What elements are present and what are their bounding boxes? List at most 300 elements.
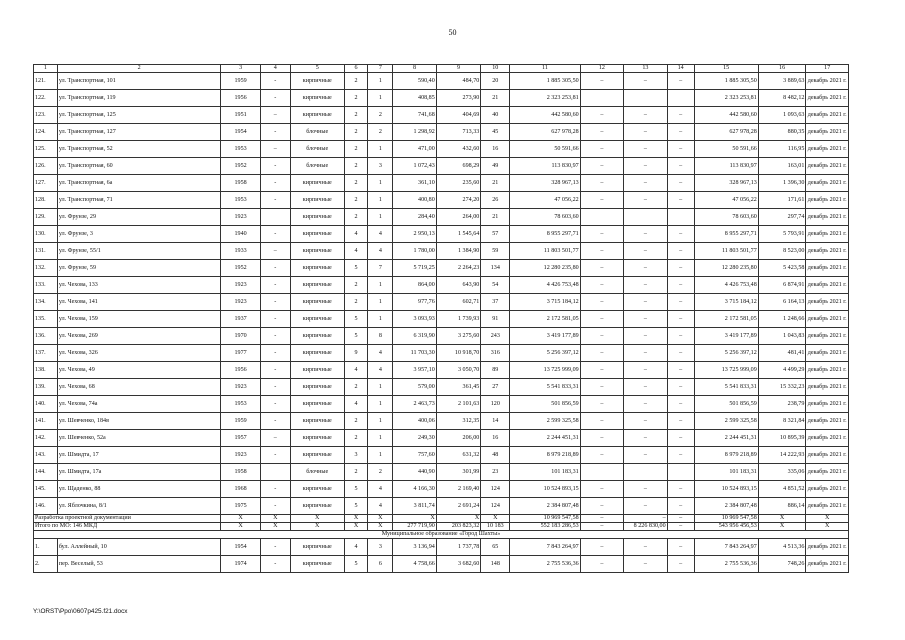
table-cell: –: [580, 226, 623, 243]
table-cell: декабрь 2021 г.: [806, 277, 849, 294]
table-cell: –: [667, 243, 694, 260]
table-cell: 631,32: [436, 447, 481, 464]
table-cell: 400,80: [393, 192, 436, 209]
table-cell: кирпичные: [290, 294, 344, 311]
table-cell: –: [580, 124, 623, 141]
table-cell: –: [260, 243, 290, 260]
table-cell: 1 396,30: [758, 175, 806, 192]
table-cell: кирпичные: [290, 539, 344, 556]
table-cell: кирпичные: [290, 90, 344, 107]
table-cell: 3 050,70: [436, 362, 481, 379]
table-cell: –: [667, 498, 694, 515]
table-row: [34, 243, 849, 260]
table-cell: –: [580, 294, 623, 311]
table-cell: декабрь 2021 г.: [806, 556, 849, 573]
table-cell: 5: [344, 260, 368, 277]
table-cell: 6: [368, 556, 393, 573]
table-cell: -: [260, 73, 290, 90]
table-cell: 27: [481, 379, 510, 396]
table-cell: -: [260, 447, 290, 464]
table-cell: 1954: [221, 124, 260, 141]
table-cell: –: [624, 175, 667, 192]
column-header: 5: [290, 65, 344, 73]
table-cell: –: [667, 192, 694, 209]
table-cell: 2: [344, 192, 368, 209]
summary-label: Разработка проектной документации: [34, 515, 221, 523]
table-cell: 3 275,60: [436, 328, 481, 345]
table-cell: 5 256 397,12: [694, 345, 758, 362]
table-cell: 206,00: [436, 430, 481, 447]
table-row: [34, 556, 849, 573]
table-cell: –: [624, 226, 667, 243]
table-cell: 13 725 999,09: [510, 362, 580, 379]
table-cell: 627 978,28: [694, 124, 758, 141]
table-cell: 1 072,43: [393, 158, 436, 175]
table-cell: –: [624, 311, 667, 328]
table-cell: –: [580, 192, 623, 209]
table-cell: 8 482,12: [758, 90, 806, 107]
table-cell: 8 979 218,89: [694, 447, 758, 464]
table-cell: 3 093,93: [393, 311, 436, 328]
summary-cell: 10 969 547,58: [510, 515, 580, 523]
repair-program-table: [33, 64, 849, 573]
table-cell: кирпичные: [290, 192, 344, 209]
column-header: 4: [260, 65, 290, 73]
table-cell: 131.: [34, 243, 58, 260]
table-cell: 2 244 451,31: [694, 430, 758, 447]
table-cell: 301,99: [436, 464, 481, 481]
table-cell: 1951: [221, 107, 260, 124]
table-cell: 124: [481, 498, 510, 515]
table-cell: [624, 209, 667, 226]
table-cell: 1.: [34, 539, 58, 556]
table-cell: ул. Транспортная, 119: [57, 90, 221, 107]
summary-cell: X: [436, 515, 481, 523]
table-cell: 2 950,13: [393, 226, 436, 243]
table-cell: 4 513,36: [758, 539, 806, 556]
table-cell: –: [667, 294, 694, 311]
table-cell: 501 856,59: [510, 396, 580, 413]
table-cell: –: [624, 328, 667, 345]
table-cell: –: [624, 396, 667, 413]
table-cell: 4: [368, 362, 393, 379]
table-cell: 91: [481, 311, 510, 328]
table-cell: 2 244 451,31: [510, 430, 580, 447]
table-cell: ул. Транспортная, 127: [57, 124, 221, 141]
table-cell: кирпичные: [290, 209, 344, 226]
table-cell: –: [667, 73, 694, 90]
table-cell: -: [260, 260, 290, 277]
table-cell: 3: [368, 158, 393, 175]
table-cell: –: [667, 413, 694, 430]
table-cell: 1 384,90: [436, 243, 481, 260]
table-cell: 1: [368, 141, 393, 158]
table-cell: 14 222,93: [758, 447, 806, 464]
table-cell: 1: [368, 175, 393, 192]
table-cell: 138.: [34, 362, 58, 379]
table-cell: 134: [481, 260, 510, 277]
table-cell: кирпичные: [290, 396, 344, 413]
table-cell: 471,00: [393, 141, 436, 158]
table-cell: –: [667, 260, 694, 277]
table-cell: 1: [368, 192, 393, 209]
table-cell: кирпичные: [290, 243, 344, 260]
table-cell: 440,90: [393, 464, 436, 481]
table-cell: –: [580, 396, 623, 413]
table-cell: 1: [368, 294, 393, 311]
table-cell: [580, 209, 623, 226]
table-cell: 361,45: [436, 379, 481, 396]
table-cell: -: [260, 158, 290, 175]
column-header: 12: [580, 65, 623, 73]
table-cell: 5 541 833,31: [510, 379, 580, 396]
table-cell: –: [667, 175, 694, 192]
table-cell: –: [580, 556, 623, 573]
table-cell: 5: [344, 498, 368, 515]
table-cell: 1953: [221, 396, 260, 413]
table-row: [34, 481, 849, 498]
table-cell: -: [260, 539, 290, 556]
table-cell: 698,29: [436, 158, 481, 175]
table-cell: кирпичные: [290, 430, 344, 447]
table-cell: 2: [368, 464, 393, 481]
table-cell: –: [624, 141, 667, 158]
summary-cell: X: [393, 515, 436, 523]
table-cell: декабрь 2021 г.: [806, 294, 849, 311]
table-cell: 4 426 753,48: [694, 277, 758, 294]
table-cell: –: [580, 362, 623, 379]
summary-cell: –: [580, 523, 623, 531]
table-cell: 1: [368, 430, 393, 447]
table-cell: [667, 464, 694, 481]
table-cell: 1956: [221, 362, 260, 379]
table-cell: 2: [344, 175, 368, 192]
table-cell: кирпичные: [290, 498, 344, 515]
section-title: Муниципальное образование «Город Шахты»: [34, 531, 849, 539]
table-cell: –: [624, 260, 667, 277]
table-cell: 2: [344, 141, 368, 158]
table-cell: –: [580, 413, 623, 430]
table-cell: 1959: [221, 413, 260, 430]
table-cell: 65: [481, 539, 510, 556]
table-cell: 2: [344, 73, 368, 90]
table-row: [34, 464, 849, 481]
table-cell: -: [260, 556, 290, 573]
table-cell: –: [580, 447, 623, 464]
table-cell: 8 979 218,89: [510, 447, 580, 464]
table-cell: 1: [368, 396, 393, 413]
table-cell: [260, 209, 290, 226]
table-row: [34, 413, 849, 430]
table-cell: 1937: [221, 311, 260, 328]
table-cell: 10 524 893,15: [694, 481, 758, 498]
table-cell: 145.: [34, 481, 58, 498]
table-cell: -: [260, 345, 290, 362]
table-cell: 11 803 501,77: [694, 243, 758, 260]
table-cell: –: [624, 481, 667, 498]
table-cell: ул. Транспортная, 101: [57, 73, 221, 90]
table-cell: 3 136,94: [393, 539, 436, 556]
table-cell: -: [260, 226, 290, 243]
column-header: 16: [758, 65, 806, 73]
table-cell: 136.: [34, 328, 58, 345]
table-cell: ул. Фрунзе, 29: [57, 209, 221, 226]
table-cell: –: [667, 107, 694, 124]
table-cell: 5 719,25: [393, 260, 436, 277]
summary-cell: –: [667, 523, 694, 531]
table-cell: 123.: [34, 107, 58, 124]
table-cell: 5: [344, 328, 368, 345]
table-cell: –: [580, 158, 623, 175]
table-cell: 5: [344, 556, 368, 573]
table-cell: 125.: [34, 141, 58, 158]
summary-cell: X: [290, 523, 344, 531]
table-cell: –: [580, 345, 623, 362]
table-cell: 4: [368, 498, 393, 515]
table-cell: 1 780,00: [393, 243, 436, 260]
table-cell: кирпичные: [290, 413, 344, 430]
table-cell: 442 580,60: [694, 107, 758, 124]
table-cell: кирпичные: [290, 260, 344, 277]
table-cell: 2: [344, 464, 368, 481]
table-cell: 2 599 325,58: [694, 413, 758, 430]
table-cell: 5 793,91: [758, 226, 806, 243]
table-cell: 129.: [34, 209, 58, 226]
column-header: 7: [368, 65, 393, 73]
table-cell: 7 843 264,97: [510, 539, 580, 556]
table-cell: декабрь 2021 г.: [806, 345, 849, 362]
table-row: [34, 90, 849, 107]
table-cell: ул. Чехова, 133: [57, 277, 221, 294]
table-cell: 235,60: [436, 175, 481, 192]
table-cell: пер. Веселый, 53: [57, 556, 221, 573]
summary-cell: X: [806, 515, 849, 523]
table-cell: –: [624, 73, 667, 90]
table-row: [34, 124, 849, 141]
table-cell: кирпичные: [290, 277, 344, 294]
table-cell: -: [260, 277, 290, 294]
table-cell: декабрь 2021 г.: [806, 379, 849, 396]
table-cell: 408,85: [393, 90, 436, 107]
table-cell: 1 545,64: [436, 226, 481, 243]
summary-cell: X: [344, 523, 368, 531]
table-cell: 1: [368, 73, 393, 90]
table-cell: 144.: [34, 464, 58, 481]
table-cell: 312,35: [436, 413, 481, 430]
table-cell: –: [624, 345, 667, 362]
table-cell: –: [624, 447, 667, 464]
table-cell: 21: [481, 209, 510, 226]
table-cell: –: [580, 430, 623, 447]
table-cell: 45: [481, 124, 510, 141]
table-cell: 21: [481, 175, 510, 192]
table-cell: кирпичные: [290, 362, 344, 379]
table-cell: –: [667, 481, 694, 498]
table-cell: 4 426 753,48: [510, 277, 580, 294]
table-cell: 132.: [34, 260, 58, 277]
table-row: [34, 539, 849, 556]
table-cell: –: [580, 498, 623, 515]
table-cell: 1 298,92: [393, 124, 436, 141]
table-cell: 2 463,73: [393, 396, 436, 413]
table-cell: 404,69: [436, 107, 481, 124]
table-cell: 2: [344, 294, 368, 311]
summary-cell: X: [806, 523, 849, 531]
table-cell: –: [624, 413, 667, 430]
table-cell: ул. Чехова, 269: [57, 328, 221, 345]
table-cell: 6 319,90: [393, 328, 436, 345]
table-cell: –: [667, 226, 694, 243]
table-cell: –: [624, 379, 667, 396]
table-cell: –: [624, 243, 667, 260]
table-cell: 1923: [221, 277, 260, 294]
summary-cell: X: [481, 515, 510, 523]
table-cell: декабрь 2021 г.: [806, 73, 849, 90]
table-cell: 1 093,63: [758, 107, 806, 124]
table-cell: кирпичные: [290, 556, 344, 573]
table-cell: 274,20: [436, 192, 481, 209]
table-cell: 1 885 305,50: [694, 73, 758, 90]
table-cell: –: [580, 311, 623, 328]
table-cell: 8 955 297,71: [510, 226, 580, 243]
table-cell: ул. Транспортная, 60: [57, 158, 221, 175]
table-cell: 8 955 297,71: [694, 226, 758, 243]
table-cell: 579,00: [393, 379, 436, 396]
table-cell: 40: [481, 107, 510, 124]
summary-cell: X: [368, 515, 393, 523]
table-cell: 50 591,66: [510, 141, 580, 158]
table-cell: 643,90: [436, 277, 481, 294]
table-cell: -: [260, 90, 290, 107]
table-cell: 713,33: [436, 124, 481, 141]
table-cell: –: [580, 481, 623, 498]
table-cell: 11 703,30: [393, 345, 436, 362]
table-row: [34, 498, 849, 515]
table-cell: 1953: [221, 192, 260, 209]
table-cell: 1957: [221, 430, 260, 447]
table-row: [34, 294, 849, 311]
table-cell: 501 856,59: [694, 396, 758, 413]
table-cell: –: [580, 107, 623, 124]
table-cell: декабрь 2021 г.: [806, 447, 849, 464]
table-row: [34, 396, 849, 413]
table-row: [34, 175, 849, 192]
table-cell: 8 321,84: [758, 413, 806, 430]
table-cell: 741,68: [393, 107, 436, 124]
table-cell: декабрь 2021 г.: [806, 124, 849, 141]
table-cell: 1 248,66: [758, 311, 806, 328]
table-cell: 116,95: [758, 141, 806, 158]
table-cell: 2 755 536,36: [694, 556, 758, 573]
table-cell: 3 811,74: [393, 498, 436, 515]
page-number: 50: [448, 28, 457, 37]
table-cell: 1933: [221, 243, 260, 260]
table-cell: 6 164,13: [758, 294, 806, 311]
table-cell: декабрь 2021 г.: [806, 396, 849, 413]
table-cell: –: [580, 141, 623, 158]
table-cell: 47 056,22: [510, 192, 580, 209]
table-cell: 1958: [221, 464, 260, 481]
table-cell: 361,10: [393, 175, 436, 192]
table-cell: –: [580, 539, 623, 556]
table-cell: 590,40: [393, 73, 436, 90]
table-cell: 4: [368, 226, 393, 243]
table-cell: [580, 464, 623, 481]
table-cell: 1: [368, 413, 393, 430]
table-row: [34, 209, 849, 226]
table-cell: -: [260, 311, 290, 328]
table-row: [34, 430, 849, 447]
table-cell: 1959: [221, 73, 260, 90]
table-cell: 1: [368, 90, 393, 107]
table-cell: 1 739,93: [436, 311, 481, 328]
table-row: [34, 345, 849, 362]
table-cell: –: [580, 260, 623, 277]
table-cell: декабрь 2021 г.: [806, 498, 849, 515]
table-cell: кирпичные: [290, 226, 344, 243]
table-cell: 880,35: [758, 124, 806, 141]
table-row: [34, 362, 849, 379]
table-cell: 627 978,28: [510, 124, 580, 141]
table-cell: 886,14: [758, 498, 806, 515]
table-cell: 1940: [221, 226, 260, 243]
table-cell: кирпичные: [290, 311, 344, 328]
table-cell: 2: [344, 158, 368, 175]
table-cell: 1974: [221, 556, 260, 573]
table-cell: 1956: [221, 90, 260, 107]
table-cell: -: [260, 413, 290, 430]
table-cell: 5: [344, 481, 368, 498]
table-cell: 7: [368, 260, 393, 277]
table-cell: –: [580, 175, 623, 192]
table-cell: 3 419 177,89: [510, 328, 580, 345]
table-cell: 47 056,22: [694, 192, 758, 209]
table-cell: 328 967,13: [510, 175, 580, 192]
table-cell: ул. Чехова, 68: [57, 379, 221, 396]
column-header: 2: [57, 65, 221, 73]
table-cell: 4: [368, 481, 393, 498]
table-cell: ул. Фрунзе, 55/1: [57, 243, 221, 260]
table-cell: кирпичные: [290, 175, 344, 192]
summary-cell: –: [667, 515, 694, 523]
table-cell: бул. Аллейный, 10: [57, 539, 221, 556]
table-cell: 264,00: [436, 209, 481, 226]
table-cell: 12 280 235,80: [694, 260, 758, 277]
table-cell: 2 691,24: [436, 498, 481, 515]
table-cell: 2 323 253,81: [694, 90, 758, 107]
table-cell: –: [667, 362, 694, 379]
table-cell: 20: [481, 73, 510, 90]
table-cell: 48: [481, 447, 510, 464]
table-cell: –: [667, 158, 694, 175]
table-cell: декабрь 2021 г.: [806, 362, 849, 379]
table-cell: 1 737,78: [436, 539, 481, 556]
table-cell: 1 043,83: [758, 328, 806, 345]
table-cell: –: [624, 158, 667, 175]
table-cell: 4: [344, 362, 368, 379]
table-cell: -: [260, 362, 290, 379]
table-cell: [260, 464, 290, 481]
table-cell: ул. Транспортная, 125: [57, 107, 221, 124]
table-cell: 11 803 501,77: [510, 243, 580, 260]
column-header: 14: [667, 65, 694, 73]
table-cell: –: [667, 447, 694, 464]
summary-cell: X: [221, 523, 260, 531]
table-cell: 57: [481, 226, 510, 243]
table-cell: 130.: [34, 226, 58, 243]
table-cell: 2 172 581,05: [510, 311, 580, 328]
column-header: 3: [221, 65, 260, 73]
